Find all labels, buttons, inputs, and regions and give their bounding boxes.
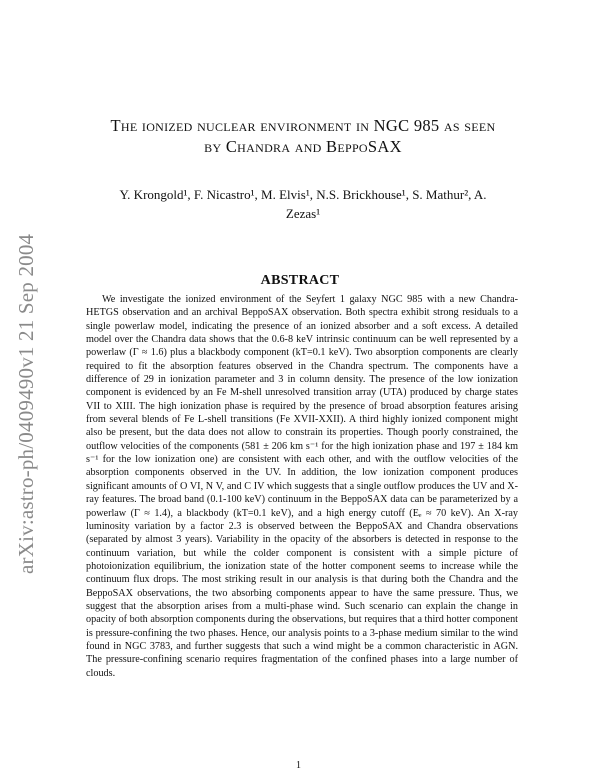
arxiv-identifier: arXiv:astro-ph/0409490v1 21 Sep 2004 [14, 233, 38, 574]
authors-line-1: Y. Krongold¹, F. Nicastro¹, M. Elvis¹, N.S. Brickhouse¹, S. Mathur², A. [119, 187, 487, 202]
title-line-1: The ionized nuclear environment in NGC 985 as seen [110, 116, 496, 135]
abstract-heading: ABSTRACT [260, 273, 340, 288]
paper-title [60, 115, 546, 157]
author-list [60, 185, 546, 223]
authors-line-2: Zezas¹ [285, 206, 321, 221]
abstract-text: We investigate the ionized environment of the Seyfert 1 galaxy NGC 985 with a new Chandra-HETGS observation and an archival BeppoSAX observation. Both spectra exhibit strong residuals to a single powerlaw model, indicating the presence of an ionized absorber and a soft excess. A detailed model over the Chandra data shows that the 0.6-8 keV intrinsic continuum can be well represented by a powerlaw (Γ ≈ 1.6) plus a blackbody component (kT=0.1 keV). Two absorption components are clearly required to fit the absorption features observed in the Chandra spectrum. The components have a difference of 29 in ionization parameter and 3 in column density. The presence of the low ionization component is evidenced by an Fe M-shell unresolved transition array (UTA) produced by charge states VII to XIII. The high ionization phase is required by the presence of broad absorption features arising from several blends of Fe L-shell transitions (Fe XVII-XXII). A third highly ionized component might also be present, but the data does not allow to constrain its properties. Though poorly constrained, the outflow velocities of the components (581 ± 206 km s⁻¹ for the high ionization phase and 197 ± 184 km s⁻¹ for the low ionization one) are consistent with each other, and with the outflow velocities of the absorption components observed in the UV. In addition, the low ionization component produces significant amounts of O VI, N V, and C IV which suggests that a single outflow produces the UV and X-ray features. The broad band (0.1-100 keV) continuum in the BeppoSAX data can be parameterized by a powerlaw (Γ ≈ 1.4), a blackbody (kT=0.1 keV), and a high energy cutoff (Eₑ ≈ 70 keV). An X-ray luminosity variation by a factor 2.3 is observed between the BeppoSAX and Chandra observations (separated by almost 3 years). Variability in the opacity of the absorbers is detected in response to the continuum variation, but while the colder component is consistent with a simple picture of photoionization equilibrium, the ionization state of the hotter component seems to increase while the continuum flux drops. The most striking result in our analysis is that during both the Chandra and the BeppoSAX observations, the two absorbing components appear to have the same pressure. Thus, we suggest that the absorption arises from a multi-phase wind. Such scenario can explain the change in opacity of both absorption components during the observations, but requires that a third hotter component is pressure-confining the two phases. Hence, our analysis points to a 3-phase medium similar to the wind found in NGC 3783, and further suggests that such a wind might be a common characteristic in AGN. The pressure-confining scenario requires fragmentation of the confined phases into a large number of clouds. [86, 294, 518, 679]
page-number: 1 [296, 760, 301, 771]
title-line-2: by Chandra and BeppoSAX [204, 137, 402, 156]
